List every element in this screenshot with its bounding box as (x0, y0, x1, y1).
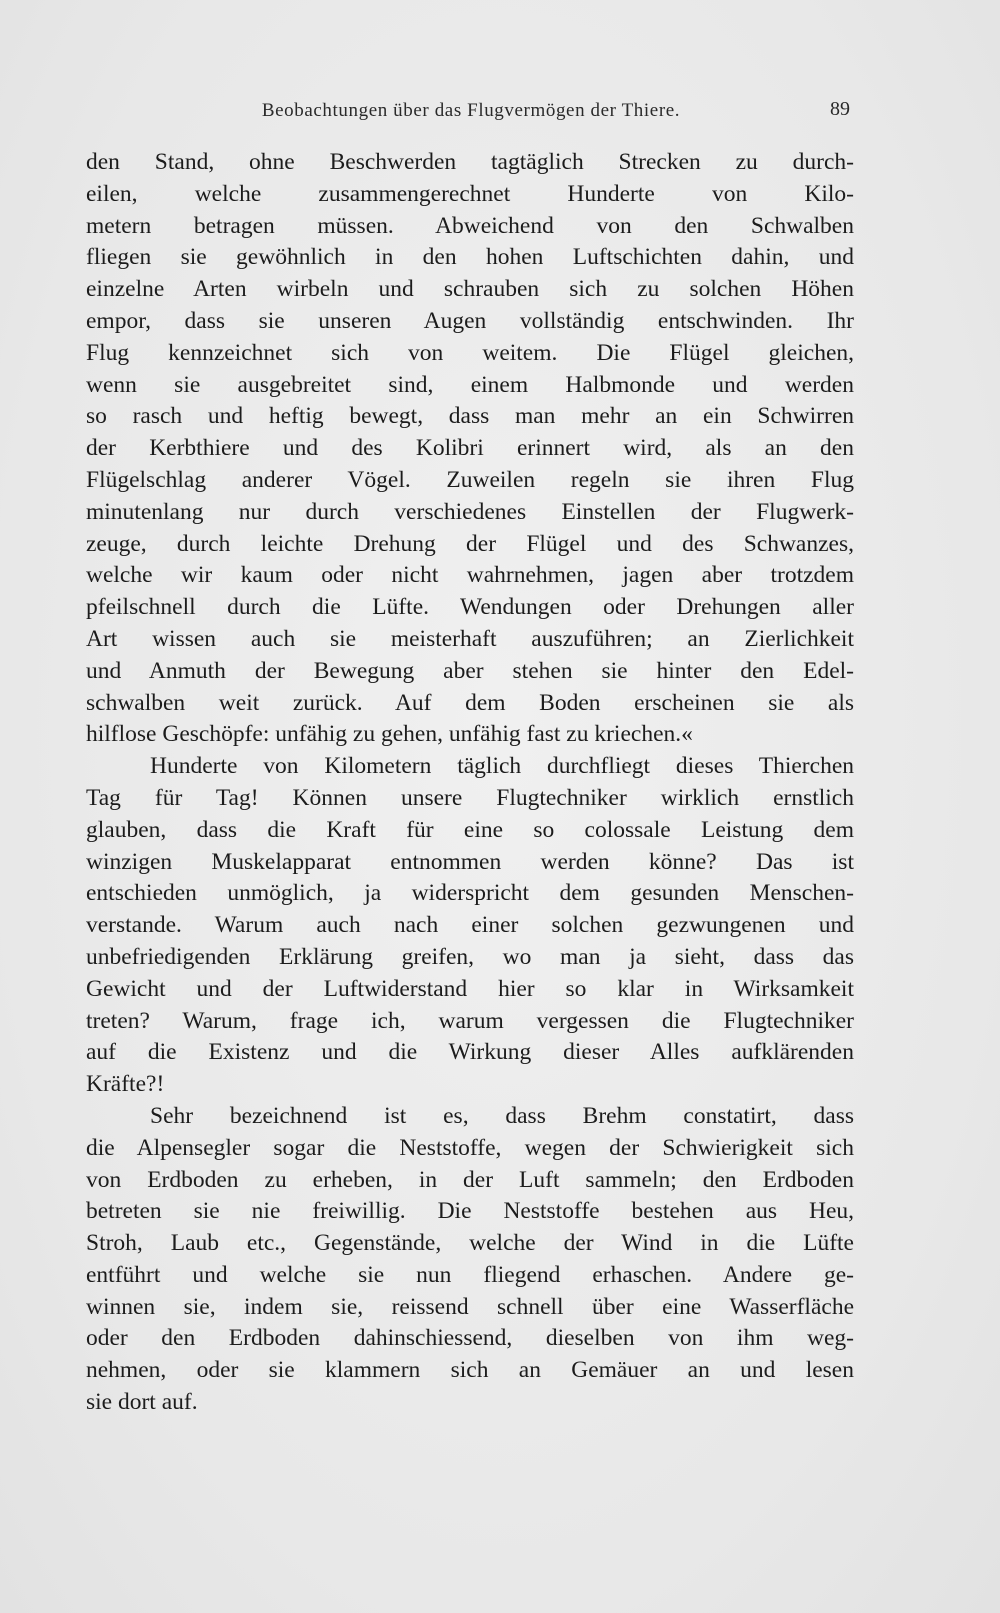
text-line: Gewicht und der Luftwiderstand hier so klar in Wirksamkeit (86, 975, 854, 1002)
text-line: Flug kennzeichnet sich von weitem. Die Flügel gleichen, (86, 339, 854, 366)
text-line: einzelne Arten wirbeln und schrauben sich zu solchen Höhen (86, 276, 854, 303)
text-line: minutenlang nur durch verschiedenes Einstellen der Flugwerk- (86, 498, 854, 525)
text-line: eilen, welche zusammengerechnet Hunderte von Kilo- (86, 180, 854, 207)
text-line: schwalben weit zurück. Auf dem Boden erscheinen sie als (86, 689, 854, 716)
text-line: metern betragen müssen. Abweichend von den Schwalben (86, 212, 854, 239)
text-line: Tag für Tag! Können unsere Flugtechniker wirklich ernstlich (86, 784, 854, 811)
text-line: und Anmuth der Bewegung aber stehen sie hinter den Edel- (86, 657, 854, 684)
text-line: empor, dass sie unseren Augen vollständig entschwinden. Ihr (86, 307, 854, 334)
paragraph (86, 1101, 854, 1419)
text-line: welche wir kaum oder nicht wahrnehmen, jagen aber trotzdem (86, 562, 854, 589)
text-line: Stroh, Laub etc., Gegenstände, welche der Wind in die Lüfte (86, 1230, 854, 1257)
paragraph (86, 751, 854, 1101)
paragraph (86, 147, 854, 751)
text-line: Flügelschlag anderer Vögel. Zuweilen regeln sie ihren Flug (86, 466, 854, 493)
body-text (86, 147, 854, 1419)
text-line: entschieden unmöglich, ja widerspricht dem gesunden Menschen- (86, 880, 854, 907)
text-line: winzigen Muskelapparat entnommen werden könne? Das ist (86, 848, 854, 875)
text-line: treten? Warum, frage ich, warum vergessen die Flugtechniker (86, 1007, 854, 1034)
text-line: nehmen, oder sie klammern sich an Gemäuer an und lesen (86, 1357, 854, 1384)
text-line: oder den Erdboden dahinschiessend, dieselben von ihm weg- (86, 1325, 854, 1352)
text-line: hilflose Geschöpfe: unfähig zu gehen, unfähig fast zu kriechen.« (86, 721, 693, 748)
text-line: den Stand, ohne Beschwerden tagtäglich Strecken zu durch- (86, 149, 854, 175)
page-number: 89 (830, 98, 850, 120)
text-line: wenn sie ausgebreitet sind, einem Halbmonde und werden (86, 371, 854, 398)
text-line: Kräfte?! (86, 1071, 165, 1098)
text-line: entführt und welche sie nun fliegend erhaschen. Andere ge- (86, 1261, 854, 1288)
text-line: pfeilschnell durch die Lüfte. Wendungen oder Drehungen aller (86, 594, 854, 621)
text-line: so rasch und heftig bewegt, dass man mehr an ein Schwirren (86, 403, 854, 430)
text-line: der Kerbthiere und des Kolibri erinnert wird, als an den (86, 435, 854, 462)
text-line: von Erdboden zu erheben, in der Luft sammeln; den Erdboden (86, 1166, 854, 1193)
text-line: unbefriedigenden Erklärung greifen, wo man ja sieht, dass das (86, 943, 854, 970)
running-head: Beobachtungen über das Flugvermögen der Thiere. (261, 100, 681, 121)
text-line: verstande. Warum auch nach einer solchen gezwungenen und (86, 912, 854, 939)
text-line: sie dort auf. (86, 1389, 198, 1416)
text-line: die Alpensegler sogar die Neststoffe, wegen der Schwierigkeit sich (86, 1134, 854, 1161)
text-line: zeuge, durch leichte Drehung der Flügel und des Schwanzes, (86, 530, 854, 557)
text-line: auf die Existenz und die Wirkung dieser Alles aufklärenden (86, 1039, 854, 1066)
text-line: Art wissen auch sie meisterhaft auszuführen; an Zierlichkeit (86, 625, 854, 652)
text-line: betreten sie nie freiwillig. Die Neststoffe bestehen aus Heu, (86, 1198, 854, 1225)
text-line: fliegen sie gewöhnlich in den hohen Luftschichten dahin, und (86, 244, 854, 271)
text-line: glauben, dass die Kraft für eine so colossale Leistung dem (86, 816, 854, 843)
text-line: Hunderte von Kilometern täglich durchfliegt dieses Thierchen (150, 753, 854, 780)
text-line: winnen sie, indem sie, reissend schnell über eine Wasserfläche (86, 1293, 854, 1320)
text-line: Sehr bezeichnend ist es, dass Brehm constatirt, dass (150, 1102, 854, 1129)
